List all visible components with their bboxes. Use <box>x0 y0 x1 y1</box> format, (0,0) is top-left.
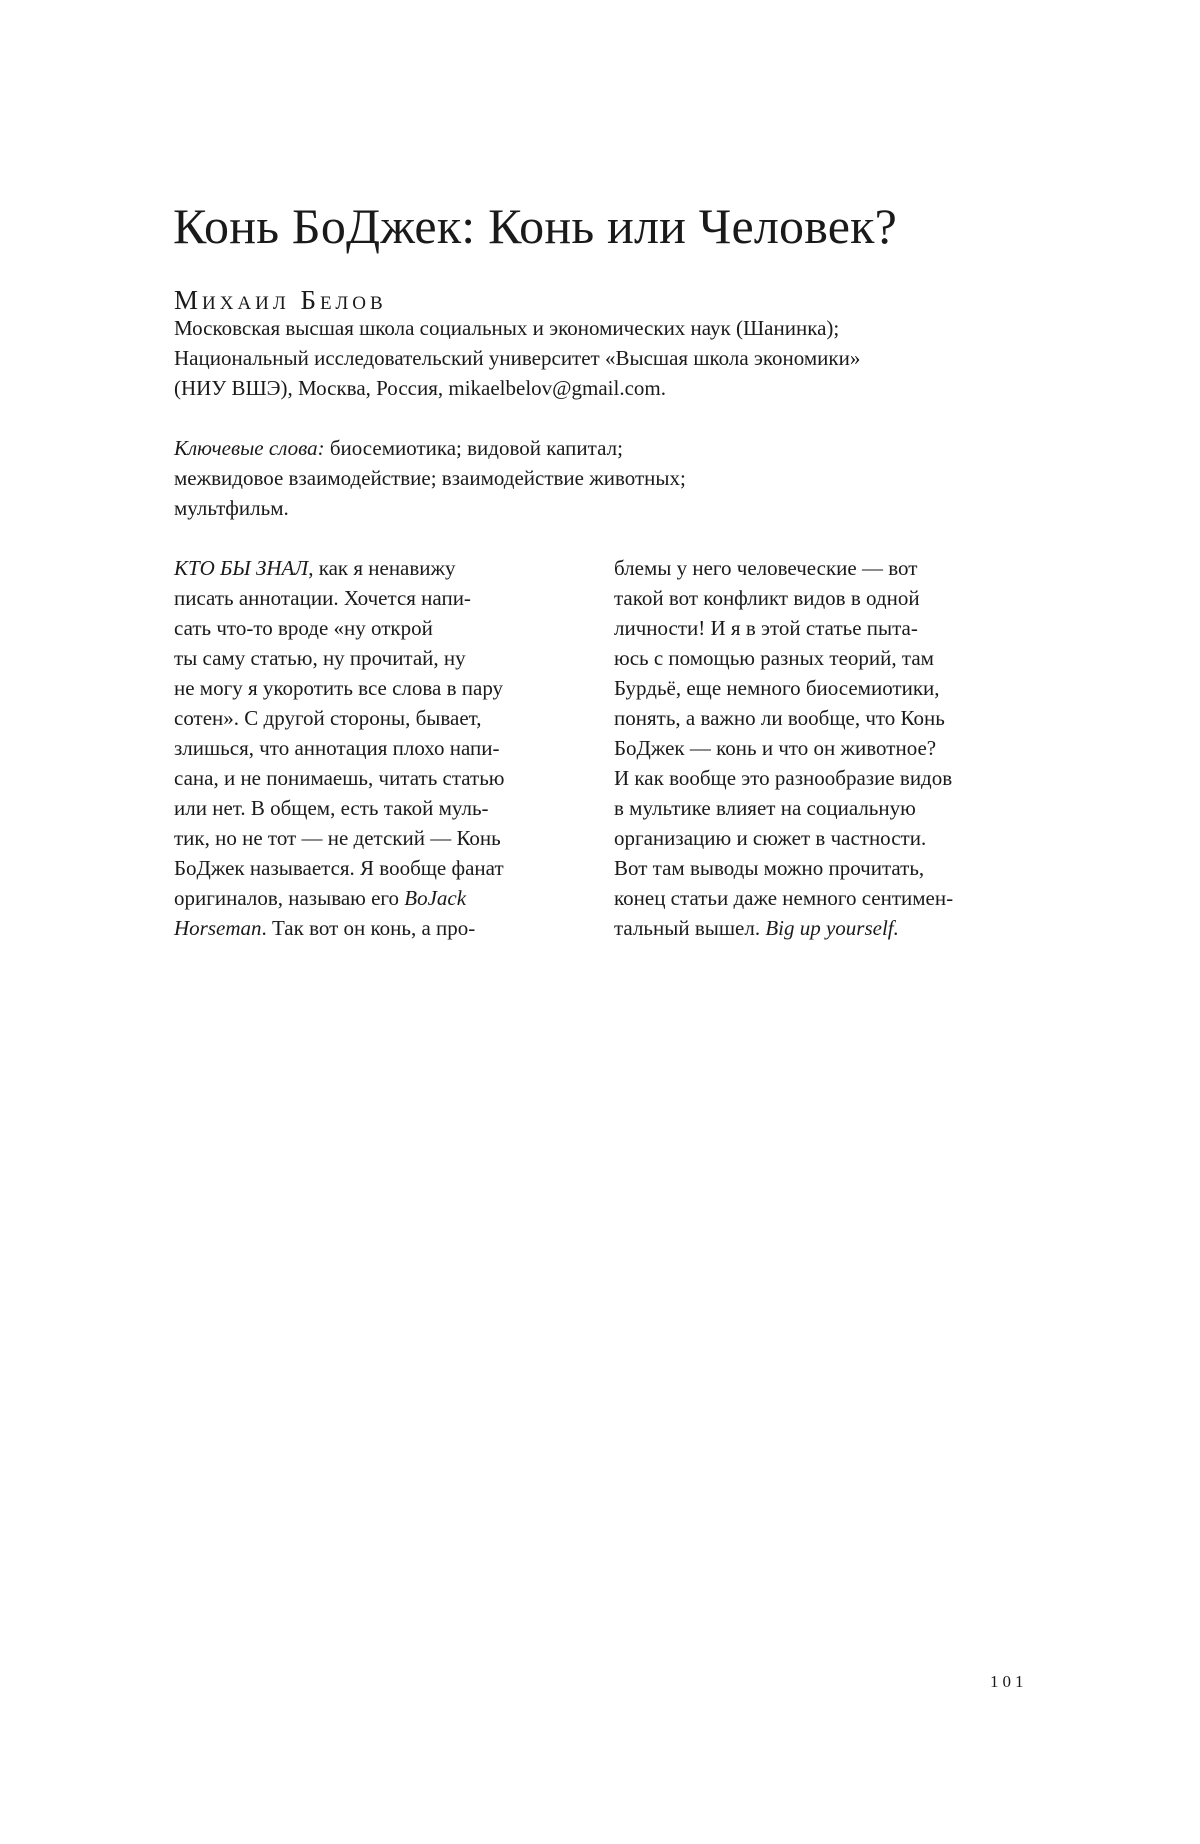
abstract-line: блемы у него человеческие — вот <box>614 556 918 580</box>
affiliation-line: Московская высшая школа социальных и экономических наук (Шанинка); <box>174 316 840 340</box>
abstract-line: в мультике влияет на социальную <box>614 796 916 820</box>
abstract-lead-in: КТО БЫ ЗНАЛ <box>174 556 309 580</box>
abstract-line: Бурдьё, еще немного биосемиотики, <box>614 676 940 700</box>
closing-italic: Big up yourself. <box>765 916 899 940</box>
keywords-line <box>174 433 1034 463</box>
author-name: Михаил Белов <box>174 285 387 315</box>
abstract-line: БоДжек — конь и что он животное? <box>614 736 937 760</box>
abstract-line: тик, но не тот — не детский — Конь <box>174 826 501 850</box>
affiliation-line: (НИУ ВШЭ), Москва, Россия, mikaelbelov@gmail.com. <box>174 376 666 400</box>
article-title: Конь БоДжек: Конь или Человек? <box>173 198 898 254</box>
abstract-line: ты саму статью, ну прочитай, ну <box>174 646 466 670</box>
keywords-block <box>174 433 1034 523</box>
abstract-line: организацию и сюжет в частности. <box>614 826 927 850</box>
abstract-line: писать аннотации. Хочется напи- <box>174 586 471 610</box>
abstract-line: конец статьи даже немного сентимен- <box>614 886 954 910</box>
abstract-line: Horseman. Так вот он конь, а про- <box>174 916 476 940</box>
abstract-line: БоДжек называется. Я вообще фанат <box>174 856 504 880</box>
abstract-line: Вот там выводы можно прочитать, <box>614 856 925 880</box>
abstract-line: злишься, что аннотация плохо напи- <box>174 736 500 760</box>
abstract-line: тальный вышел. Big up yourself. <box>614 916 899 940</box>
abstract-line: И как вообще это разнообразие видов <box>614 766 953 790</box>
show-title-italic: Horseman <box>174 916 262 940</box>
keywords-label: Ключевые слова: <box>174 436 325 460</box>
keywords-text: биосемиотика; видовой капитал; <box>324 436 623 460</box>
abstract-column-left <box>174 553 594 943</box>
abstract-line: такой вот конфликт видов в одной <box>614 586 920 610</box>
abstract-line: не могу я укоротить все слова в пару <box>174 676 504 700</box>
show-title-italic: BoJack <box>404 886 467 910</box>
abstract-column-right <box>614 553 1044 943</box>
affiliation-line: Национальный исследовательский университет «Высшая школа экономики» <box>174 346 861 370</box>
abstract-line: сотен». С другой стороны, бывает, <box>174 706 482 730</box>
abstract-line: оригиналов, называю его BoJack <box>174 886 467 910</box>
abstract-line: или нет. В общем, есть такой муль- <box>174 796 489 820</box>
abstract-line: сана, и не понимаешь, читать статью <box>174 766 505 790</box>
abstract-line: личности! И я в этой статье пыта- <box>614 616 918 640</box>
abstract-line: сать что-то вроде «ну открой <box>174 616 433 640</box>
abstract-line: юсь с помощью разных теорий, там <box>614 646 934 670</box>
keywords-line: межвидовое взаимодействие; взаимодействие животных; <box>174 466 686 490</box>
author-affiliation <box>174 313 1034 403</box>
abstract-line: КТО БЫ ЗНАЛ, как я ненавижу <box>174 556 456 580</box>
abstract-line: понять, а важно ли вообще, что Конь <box>614 706 945 730</box>
keywords-line: мультфильм. <box>174 496 289 520</box>
page-number: 101 <box>990 1672 1028 1691</box>
